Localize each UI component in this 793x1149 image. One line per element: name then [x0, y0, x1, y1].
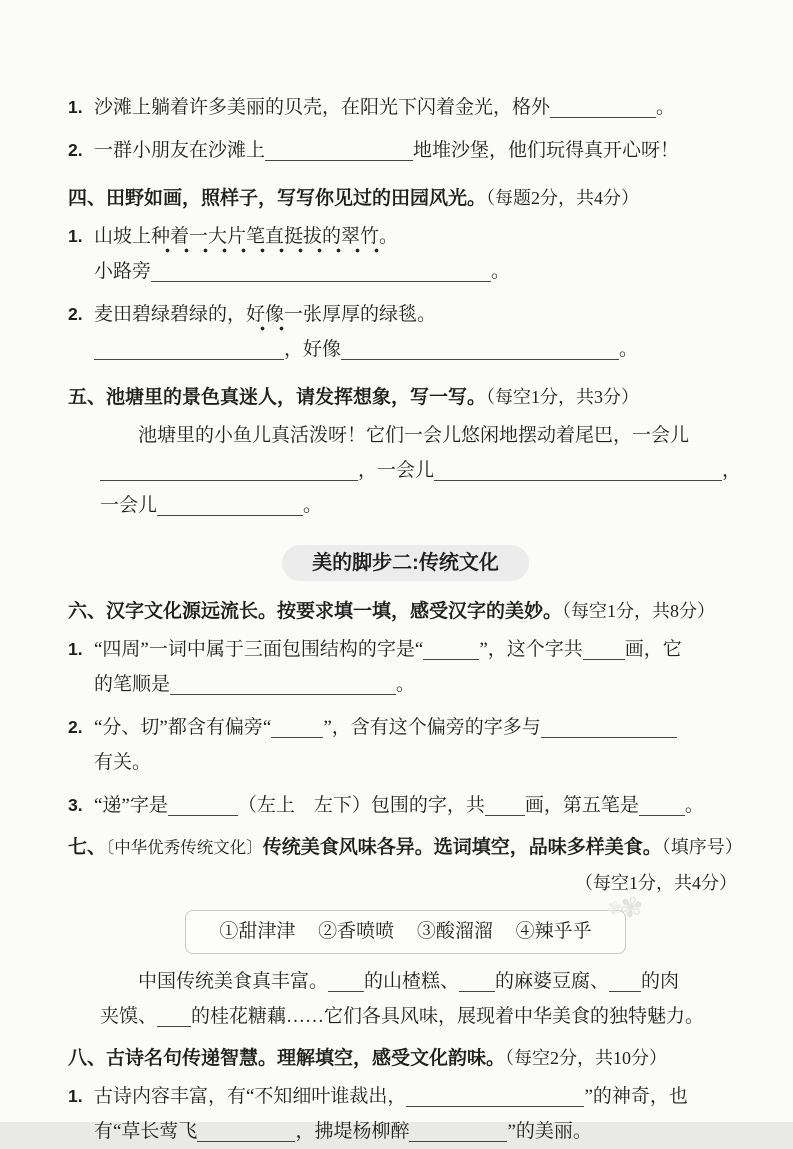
- fill-blank: [151, 261, 491, 282]
- paragraph: [100, 418, 743, 523]
- paragraph-line: 一会儿 。: [100, 495, 323, 516]
- question-body: [94, 632, 743, 702]
- list-item: [68, 632, 743, 702]
- fill-hint: （填序号）: [661, 837, 743, 857]
- question-line: 麦田碧绿碧绿的，好像一张厚厚的绿毯。: [94, 297, 743, 332]
- section-title-text: 八、古诗名句传递智慧。理解填空，感受文化韵味。: [68, 1048, 506, 1069]
- question-line: 的笔顺是 。: [94, 674, 416, 695]
- list-item: [68, 219, 743, 289]
- fill-blank: [170, 674, 396, 695]
- fill-blank: [485, 795, 525, 816]
- score-label: （每空1分，共8分）: [562, 601, 716, 621]
- section-title: [68, 1042, 743, 1075]
- fill-blank: [157, 495, 303, 516]
- fill-blank: [328, 971, 364, 992]
- list-item: [68, 1079, 743, 1149]
- question-body: [94, 1079, 743, 1149]
- question-line: 小路旁 。: [94, 261, 511, 282]
- fill-blank: [157, 1006, 191, 1027]
- question-line: 有关。: [94, 752, 152, 773]
- emphasized-text: 种着一大片笔直挺拔的翠竹: [151, 226, 379, 253]
- flower-icon: ✾ ✾: [617, 893, 646, 925]
- section-title-text: 五、池塘里的景色真迷人，请发挥想象，写一写。: [68, 387, 487, 408]
- question-body: [94, 90, 743, 125]
- section-title: [68, 182, 743, 215]
- options-box: [185, 890, 646, 954]
- fill-blank: [265, 140, 413, 161]
- list-item: [68, 90, 743, 125]
- question-body: [94, 788, 743, 823]
- fill-blank: [100, 460, 358, 481]
- question-number: 2.: [68, 304, 83, 324]
- question-number: 1.: [68, 639, 83, 659]
- option-item: ④辣乎乎: [515, 921, 592, 942]
- paragraph-line: 夹馍、 的桂花糖藕……它们各具风味，展现着中华美食的独特魅力。: [100, 1006, 705, 1027]
- question-line: “递”字是 （左上 左下）包围的字，共 画，第五笔是 。: [94, 795, 704, 816]
- question-line: “四周”一词中属于三面包围结构的字是“ ”，这个字共 画，它: [94, 639, 682, 660]
- fill-blank: [341, 339, 619, 360]
- question-line: ，好像 。: [94, 332, 743, 367]
- question-body: [94, 133, 743, 168]
- paragraph-line: 池塘里的小鱼儿真活泼呀！它们一会儿悠闲地摆动着尾巴，一会儿: [138, 425, 690, 446]
- fill-blank: [94, 339, 284, 360]
- fill-blank: [609, 971, 641, 992]
- section-title: [68, 381, 743, 414]
- section-title: [68, 595, 743, 628]
- score-label: （每题2分，共4分）: [486, 188, 640, 208]
- section-number: 七、: [68, 837, 107, 858]
- question-number: 3.: [68, 795, 83, 815]
- banner-title: 美的脚步二:传统文化: [282, 545, 529, 581]
- question-line: 一群小朋友在沙滩上 地堆沙堡，他们玩得真开心呀！: [94, 140, 680, 161]
- fill-blank: [639, 795, 685, 816]
- question-line: 有“草长莺飞 ，拂堤杨柳醉 ”的美丽。: [94, 1121, 592, 1142]
- fill-blank: [434, 460, 722, 481]
- list-item: [68, 297, 743, 367]
- question-number: 2.: [68, 717, 83, 737]
- fill-blank: [271, 717, 323, 738]
- fill-blank: [197, 1121, 295, 1142]
- paragraph-line: 中国传统美食真丰富。 的山楂糕、 的麻婆豆腐、 的肉: [138, 971, 680, 992]
- fill-blank: [409, 1121, 507, 1142]
- fill-blank: [550, 97, 656, 118]
- question-body: [94, 297, 743, 367]
- question-body: [94, 710, 743, 780]
- question-line: 沙滩上躺着许多美丽的贝壳，在阳光下闪着金光，格外 。: [94, 97, 676, 118]
- section-title-text: 传统美食风味各异。选词填空，品味多样美食。: [262, 837, 662, 858]
- question-line: 山坡上种着一大片笔直挺拔的翠竹。: [94, 219, 743, 254]
- question-line: “分、切”都含有偏旁“ ”，含有这个偏旁的字多与: [94, 710, 743, 745]
- fill-blank: [168, 795, 238, 816]
- question-body: [94, 219, 743, 289]
- question-number: 2.: [68, 140, 83, 160]
- option-item: ③酸溜溜: [416, 921, 493, 942]
- fill-blank: [423, 639, 479, 660]
- list-item: [68, 710, 743, 780]
- banner-wrap: [68, 545, 743, 581]
- section-title: [68, 831, 743, 864]
- question-line: 古诗内容丰富，有“不知细叶谁裁出， ”的神奇，也: [94, 1086, 688, 1107]
- fill-blank: [583, 639, 625, 660]
- question-number: 1.: [68, 1086, 83, 1106]
- theme-tag: 〔中华优秀传统文化〕: [106, 838, 263, 857]
- fill-blank: [406, 1086, 584, 1107]
- fill-blank: [459, 971, 495, 992]
- option-item: ②香喷喷: [318, 921, 395, 942]
- list-item: [68, 788, 743, 823]
- option-item: ①甜津津: [219, 921, 296, 942]
- emphasized-text: 好像: [246, 304, 284, 331]
- list-item: [68, 133, 743, 168]
- score-label: （每空1分，共4分）: [575, 873, 737, 893]
- paragraph-line: ，一会儿 ，: [100, 453, 743, 488]
- score-label: （每空2分，共10分）: [505, 1048, 668, 1068]
- fill-blank: [541, 717, 677, 738]
- section-title-text: 四、田野如画，照样子，写写你见过的田园风光。: [68, 188, 487, 209]
- question-number: 1.: [68, 226, 83, 246]
- question-number: 1.: [68, 97, 83, 117]
- score-label: （每空1分，共3分）: [486, 387, 640, 407]
- section-title-text: 六、汉字文化源远流长。按要求填一填，感受汉字的美妙。: [68, 601, 563, 622]
- paragraph: [100, 964, 743, 1034]
